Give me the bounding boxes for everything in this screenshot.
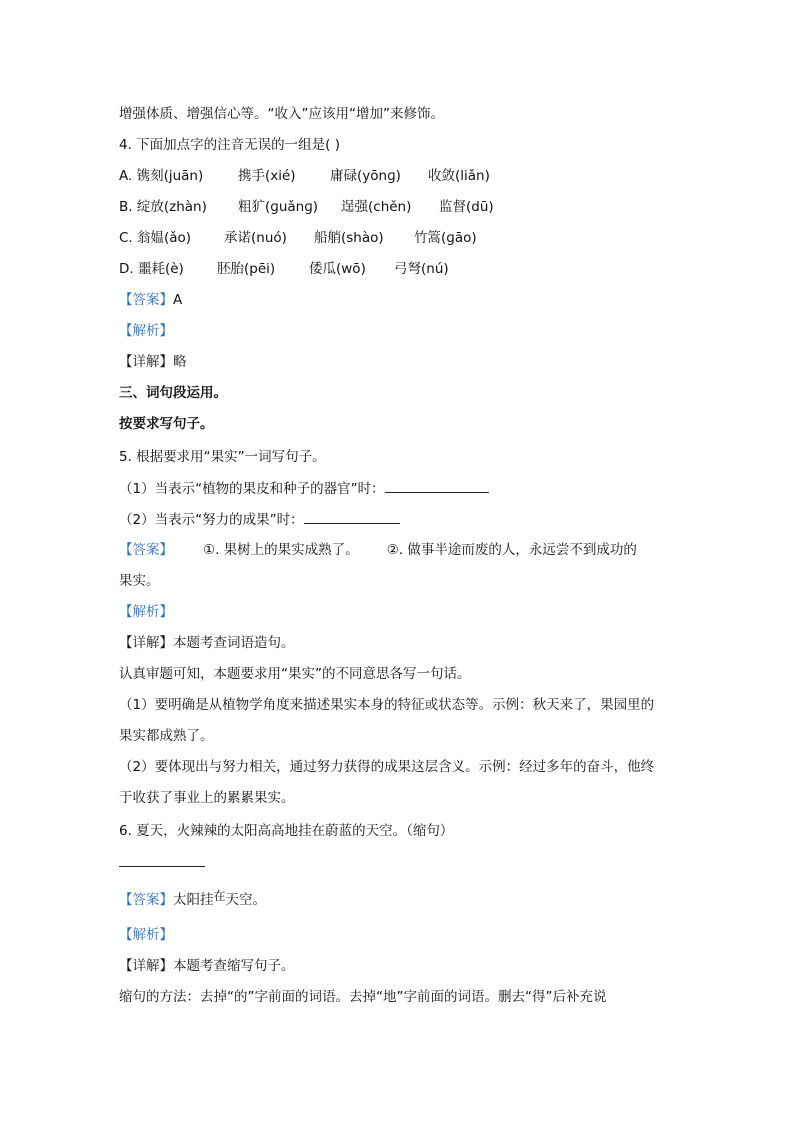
option-a-2: 携手(xié) (238, 168, 296, 184)
q5-2-text: （2）当表示“努力的成果”时： (119, 512, 304, 528)
option-c-1: C. 翁媪(ǎo) (119, 230, 192, 246)
answer-tag: 【答案】 (119, 892, 173, 908)
question-5-2 (119, 509, 400, 530)
q6-answer (119, 890, 266, 910)
option-d-3: 倭瓜(wō) (309, 261, 366, 277)
detail-tag: 【详解】 (119, 635, 173, 651)
q5-1-blank (385, 478, 489, 493)
option-b-2: 粗犷(ɡuǎnɡ) (238, 199, 319, 215)
option-b-3: 逞强(chěn) (341, 199, 412, 215)
q6-detail (119, 956, 295, 976)
answer-1: ①. 果树上的果实成熟了。 (203, 542, 359, 558)
detail-text: 本题考查词语造句。 (173, 635, 295, 651)
q5-1-text: （1）当表示“植物的果皮和种子的器官”时： (119, 481, 385, 497)
q5-paragraph-3: （2）要体现出与努力相关，通过努力获得的成果这层含义。示例：经过多年的奋斗，他终 (119, 759, 655, 775)
q5-analysis-tag: 【解析】 (119, 604, 173, 620)
option-d (119, 259, 449, 279)
answer-text: A (173, 292, 183, 308)
q5-paragraph-2-cont: 果实都成熟了。 (119, 728, 214, 744)
q5-answer-cont: 果实。 (119, 573, 160, 589)
q6-analysis-tag: 【解析】 (119, 927, 173, 943)
answer-text-a: 太阳挂 (173, 892, 214, 908)
answer-tag: 【答案】 (119, 542, 173, 558)
option-b (119, 197, 494, 217)
question-5: 5. 根据要求用“果实”一词写句子。 (119, 449, 326, 465)
option-d-2: 胚胎(pēi) (217, 261, 276, 277)
q5-answer (119, 540, 637, 560)
option-a-1: A. 镌刻(juān) (119, 168, 204, 184)
q4-answer (119, 290, 182, 310)
answer-2: ②. 做事半途而废的人，永远尝不到成功的 (386, 542, 637, 558)
option-d-1: D. 噩耗(è) (119, 261, 184, 277)
section-3-subheading: 按要求写句子。 (119, 416, 214, 432)
q4-detail (119, 352, 187, 372)
q5-paragraph-2: （1）要明确是从植物学角度来描述果实本身的特征或状态等。示例：秋天来了，果园里的 (119, 697, 655, 713)
option-a-4: 收敛(liǎn) (428, 168, 490, 184)
option-c (119, 228, 477, 248)
question-4: 4. 下面加点字的注音无误的一组是( ) (119, 137, 340, 153)
q5-detail (119, 633, 295, 653)
option-c-4: 竹篙(ɡāo) (414, 230, 477, 246)
q6-paragraph-1: 缩句的方法：去掉“的”字前面的词语。去掉“地”字前面的词语。删去“得”后补充说 (119, 989, 607, 1005)
intro-line: 增强体质、增强信心等。“收入”应该用“增加”来修饰。 (119, 106, 444, 122)
question-6: 6. 夏天，火辣辣的太阳高高地挂在蔚蓝的天空。（缩句） (119, 823, 454, 839)
q4-analysis-tag: 【解析】 (119, 323, 173, 339)
section-3-heading: 三、词句段运用。 (119, 385, 227, 401)
q5-paragraph-1: 认真审题可知，本题要求用“果实”的不同意思各写一句话。 (119, 666, 471, 682)
question-5-1 (119, 478, 489, 499)
option-b-4: 监督(dū) (439, 199, 494, 215)
answer-tag: 【答案】 (119, 292, 173, 308)
q5-paragraph-3-cont: 于收获了事业上的累累果实。 (119, 790, 295, 806)
option-b-1: B. 绽放(zhàn) (119, 199, 207, 215)
answer-text-c: 天空。 (225, 892, 267, 908)
detail-tag: 【详解】 (119, 958, 173, 974)
detail-text: 略 (173, 354, 187, 370)
option-c-2: 承诺(nuó) (224, 230, 287, 246)
answer-text-b: 在 (213, 889, 226, 903)
detail-tag: 【详解】 (119, 354, 173, 370)
option-a (119, 166, 490, 186)
detail-text: 本题考查缩写句子。 (173, 958, 295, 974)
q5-2-blank (304, 509, 400, 524)
q6-answer-blank (119, 866, 205, 867)
option-d-4: 弓弩(nú) (394, 261, 449, 277)
option-a-3: 庸碌(yōnɡ) (330, 168, 401, 184)
option-c-3: 船艄(shào) (314, 230, 384, 246)
